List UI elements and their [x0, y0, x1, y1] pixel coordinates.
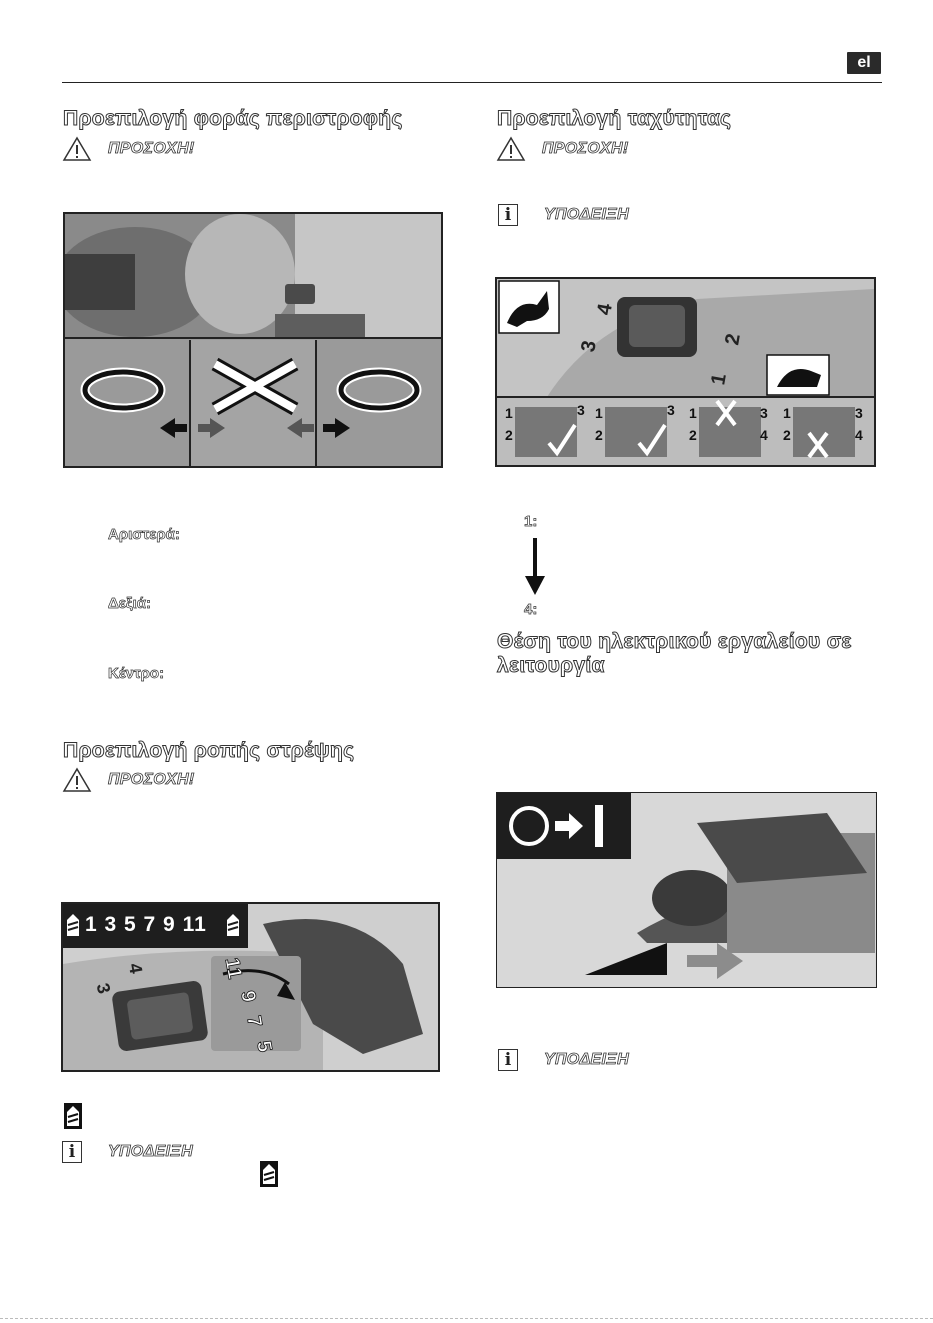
torque-warning: [62, 767, 194, 793]
warning-label: ΠΡΟΣΟΧΗ!: [108, 771, 195, 788]
gear-step: 3 4: [760, 405, 768, 443]
drill-mode-icon: [64, 1103, 82, 1129]
gear-step: 1 2: [783, 405, 791, 443]
info-icon: i: [62, 1141, 82, 1163]
switch-number: 2: [721, 332, 745, 347]
step-to-label: 4:: [524, 601, 538, 618]
operation-heading: Θέση του ηλεκτρικού εργαλείου σε λειτουργία: [497, 630, 852, 677]
operation-note: [498, 1049, 629, 1071]
torque-heading: Προεπιλογή ροπής στρέψης: [63, 739, 355, 762]
rotation-item-left: Αριστερά:: [108, 526, 180, 543]
gear-step: 1 2: [595, 405, 603, 443]
speed-note: [498, 204, 629, 226]
arrow-down-icon: [524, 538, 546, 596]
switch-number: 4: [593, 302, 617, 317]
info-icon: i: [498, 1049, 518, 1071]
drill-mode-icon: [66, 913, 80, 937]
note-label: ΥΠΟΔΕΙΞΗ: [544, 1051, 629, 1068]
speed-heading: Προεπιλογή ταχύτητας: [497, 107, 732, 130]
rotation-heading: Προεπιλογή φοράς περιστροφής: [63, 107, 403, 130]
selector-number: 3: [92, 980, 115, 996]
gear-step: 3: [577, 402, 585, 418]
drill-mode-icon: [226, 913, 240, 937]
torque-note: [62, 1141, 193, 1163]
note-label: ΥΠΟΔΕΙΞΗ: [544, 206, 629, 223]
gear-step: 3: [667, 402, 675, 418]
step-from-label: 1:: [524, 513, 538, 530]
dial-number: 7: [242, 1014, 266, 1029]
switch-number: 3: [577, 339, 601, 354]
language-badge: el: [847, 52, 881, 74]
gear-step: 1 2: [689, 405, 697, 443]
gear-step: 1 2: [505, 405, 513, 443]
warning-label: ΠΡΟΣΟΧΗ!: [542, 140, 629, 157]
selector-number: 4: [124, 961, 147, 976]
warning-triangle-icon: [496, 136, 526, 162]
speed-warning: [496, 136, 628, 162]
rotation-illustration: [63, 212, 443, 468]
operation-illustration: [496, 792, 877, 988]
footer-rule: [0, 1318, 933, 1319]
info-icon: i: [498, 204, 518, 226]
warning-label: ΠΡΟΣΟΧΗ!: [108, 140, 195, 157]
rotation-item-center: Κέντρο:: [108, 665, 165, 682]
gear-step: 3 4: [855, 405, 863, 443]
dial-number: 9: [236, 989, 260, 1004]
dial-number: 11: [220, 956, 246, 981]
torque-scale-label: 1 3 5 7 9 11: [85, 913, 207, 936]
note-label: ΥΠΟΔΕΙΞΗ: [108, 1143, 193, 1160]
header-rule: [62, 82, 882, 83]
rotation-warning: [62, 136, 194, 162]
rotation-item-right: Δεξιά:: [108, 595, 151, 612]
warning-triangle-icon: [62, 136, 92, 162]
dial-number: 5: [252, 1039, 276, 1054]
speed-illustration: [495, 277, 876, 467]
drill-mode-icon: [260, 1161, 278, 1187]
warning-triangle-icon: [62, 767, 92, 793]
switch-number: 1: [707, 372, 731, 387]
on-icon: [595, 805, 603, 847]
